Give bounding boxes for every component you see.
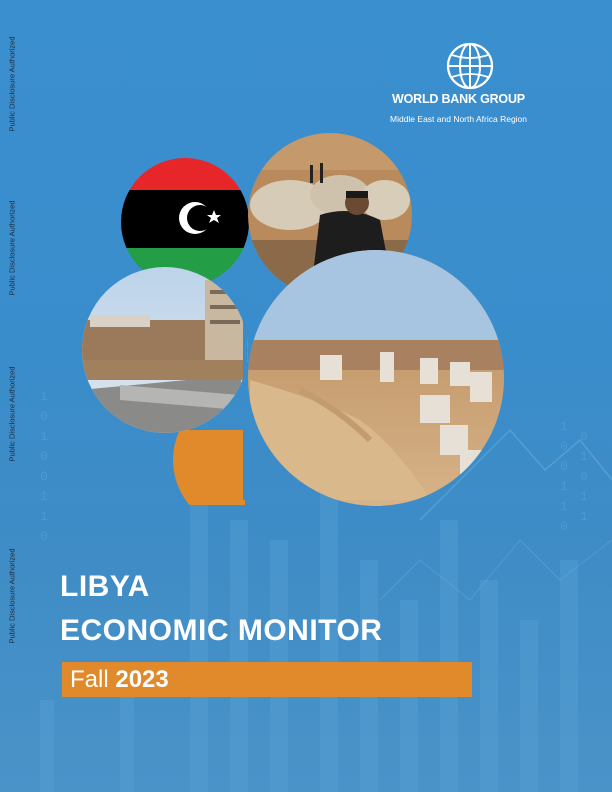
binary-deco: 0 — [40, 449, 48, 464]
flood-photo-aerial-city — [245, 250, 510, 510]
flood-photo-broken-road — [80, 265, 250, 435]
disclosure-label: Public Disclosure Authorized — [7, 366, 17, 462]
binary-deco: 0 — [560, 439, 568, 454]
report-title-country: LIBYA — [60, 570, 150, 603]
binary-deco: 1 — [40, 489, 48, 504]
binary-deco: 1 — [40, 509, 48, 524]
binary-deco: 1 — [560, 499, 568, 514]
binary-deco: 0 — [40, 469, 48, 484]
region-name: Middle East and North Africa Region — [390, 114, 528, 124]
edition-banner — [62, 662, 472, 697]
binary-deco: 0 — [580, 429, 588, 444]
binary-deco: 1 — [580, 449, 588, 464]
binary-deco: 1 — [580, 509, 588, 524]
libya-flag — [110, 150, 260, 288]
binary-deco: 1 — [40, 429, 48, 444]
binary-deco: 1 — [580, 489, 588, 504]
binary-deco: 1 — [560, 419, 568, 434]
edition-season: Fall — [70, 666, 109, 693]
binary-deco: 1 — [560, 479, 568, 494]
disclosure-label: Public Disclosure Authorized — [7, 548, 17, 644]
edition-year: 2023 — [115, 666, 169, 693]
binary-deco: 0 — [560, 519, 568, 534]
disclosure-label: Public Disclosure Authorized — [7, 200, 17, 296]
binary-deco: 0 — [560, 459, 568, 474]
binary-deco: 0 — [40, 529, 48, 544]
report-title: ECONOMIC MONITOR — [60, 614, 383, 647]
binary-deco: 0 — [40, 409, 48, 424]
disclosure-label: Public Disclosure Authorized — [7, 36, 17, 132]
binary-deco: 0 — [580, 469, 588, 484]
org-name: WORLD BANK GROUP — [392, 92, 525, 106]
binary-deco: 1 — [40, 389, 48, 404]
